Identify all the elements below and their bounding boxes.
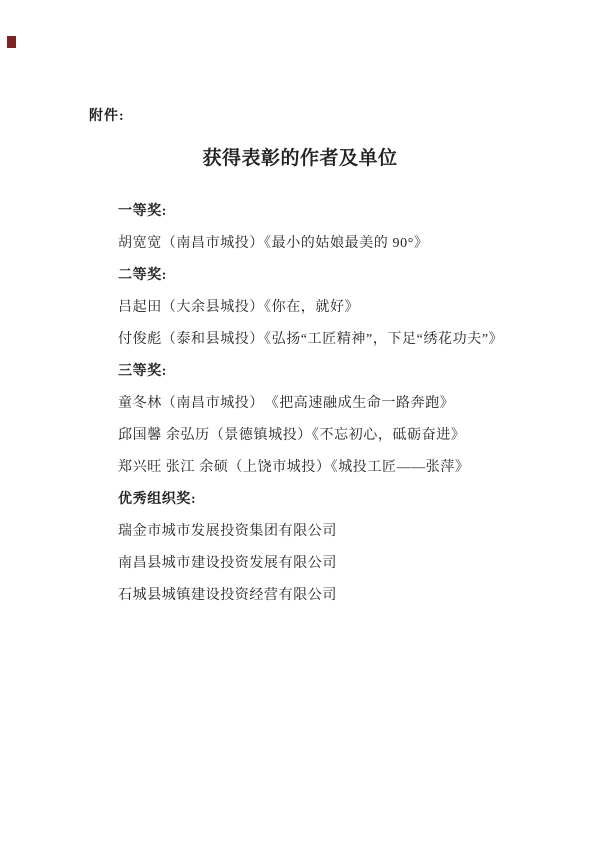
award-entry: 付俊彪（泰和县城投）《弘扬“工匠精神”，下足“绣花功夫”》 [118, 332, 504, 347]
award-entry: 吕起田（大余县城投）《你在，就好》 [118, 300, 360, 315]
award-entry: 石城县城镇建设投资经营有限公司 [118, 588, 337, 603]
award-entry: 郑兴旺 张江 余硕（上饶市城投）《城投工匠——张萍》 [118, 460, 470, 475]
section-heading-organization-award: 优秀组织奖: [118, 492, 197, 507]
award-entry: 胡宽宽（南昌市城投）《最小的姑娘最美的 90°》 [118, 236, 429, 251]
award-entry: 童冬林（南昌市城投） 《把高速融成生命一路奔跑》 [118, 396, 455, 411]
section-heading-third-prize: 三等奖: [118, 364, 168, 379]
award-entry: 瑞金市城市发展投资集团有限公司 [118, 524, 337, 539]
award-entry: 邱国馨 余弘历（景德镇城投）《不忘初心，砥砺奋进》 [118, 428, 466, 443]
award-list [118, 196, 570, 612]
attachment-label: 附件: [89, 109, 125, 124]
section-heading-first-prize: 一等奖: [118, 204, 168, 219]
corner-scan-mark [7, 36, 16, 48]
document-title: 获得表彰的作者及单位 [202, 148, 398, 169]
award-entry: 南昌县城市建设投资发展有限公司 [118, 556, 337, 571]
section-heading-second-prize: 二等奖: [118, 268, 168, 283]
